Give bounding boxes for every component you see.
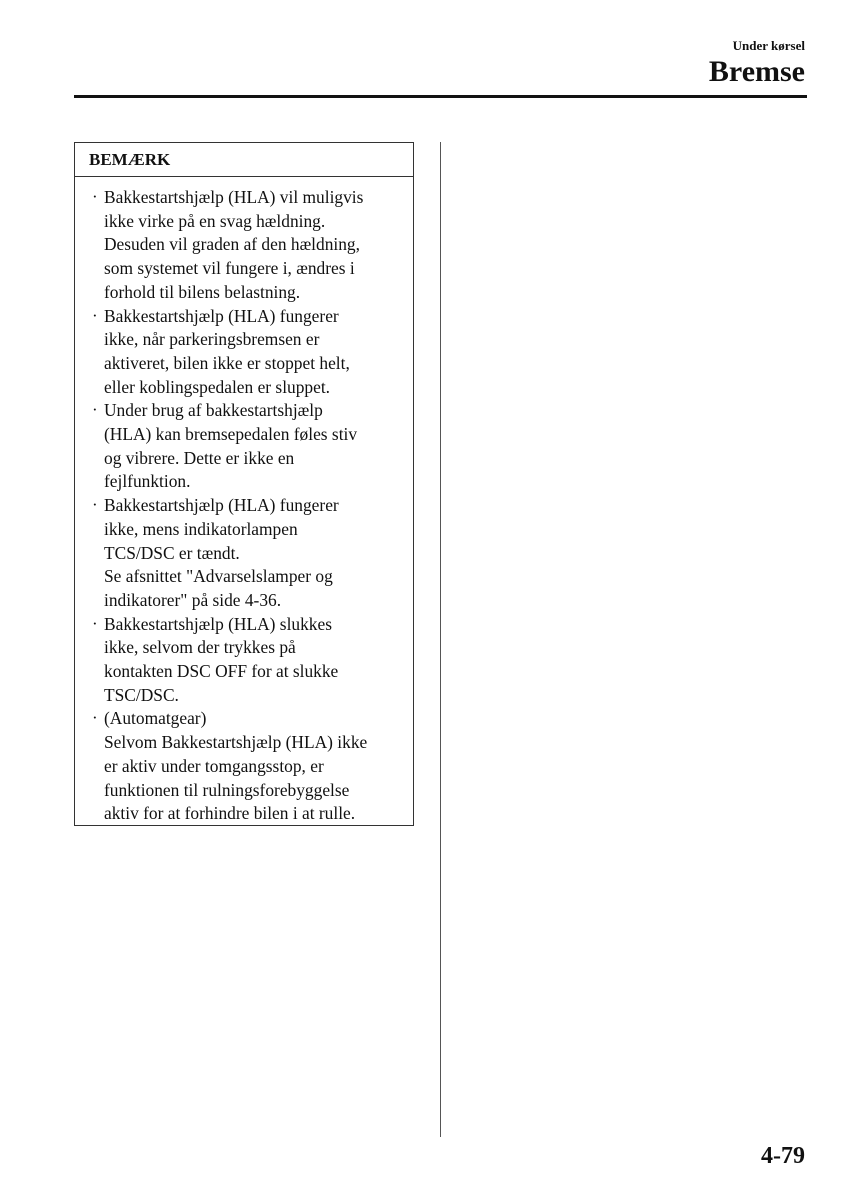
bullet-dot-icon: · — [92, 400, 98, 420]
note-item — [88, 186, 405, 305]
note-line: Under brug af bakkestartshjælp — [104, 400, 323, 421]
note-line: eller koblingspedalen er sluppet. — [104, 376, 331, 397]
note-item — [88, 399, 405, 494]
note-list — [75, 177, 413, 826]
section-label: Under kørsel — [732, 38, 805, 53]
note-box — [74, 142, 414, 826]
note-line: og vibrere. Dette er ikke en — [104, 447, 295, 468]
note-line: Bakkestartshjælp (HLA) slukkes — [104, 613, 332, 634]
note-line: ikke, når parkeringsbremsen er — [104, 329, 320, 350]
note-line: ikke, mens indikatorlampen — [104, 518, 298, 539]
bullet-dot-icon: · — [92, 708, 98, 728]
note-line: Selvom Bakkestartshjælp (HLA) ikke — [104, 732, 368, 753]
note-line: kontakten DSC OFF for at slukke — [104, 661, 339, 682]
column-divider — [440, 142, 441, 1137]
note-line: er aktiv under tomgangsstop, er — [104, 755, 324, 776]
note-line: forhold til bilens belastning. — [104, 281, 301, 302]
note-line: indikatorer" på side 4-36. — [104, 589, 282, 610]
bullet-dot-icon: · — [92, 187, 98, 206]
header-rule — [74, 95, 807, 98]
bullet-dot-icon: · — [92, 613, 98, 633]
note-line: ikke, selvom der trykkes på — [104, 637, 296, 658]
note-line: som systemet vil fungere i, ændres i — [104, 258, 355, 279]
page-title: Bremse — [708, 55, 805, 88]
note-line: (HLA) kan bremsepedalen føles stiv — [104, 424, 358, 445]
note-line: TCS/DSC er tændt. — [104, 542, 240, 563]
note-line: Desuden vil graden af den hældning, — [104, 234, 360, 255]
page-number: 4-79 — [761, 1143, 805, 1169]
note-item — [88, 613, 405, 708]
note-line: aktiv for at forhindre bilen i at rulle. — [104, 803, 356, 824]
note-line: Bakkestartshjælp (HLA) vil muligvis — [104, 187, 364, 207]
note-line: funktionen til rulningsforebyggelse — [104, 779, 350, 800]
note-line: TSC/DSC. — [104, 684, 179, 705]
note-line: Bakkestartshjælp (HLA) fungerer — [104, 495, 339, 516]
note-item — [88, 707, 405, 826]
bullet-dot-icon: · — [92, 495, 98, 515]
note-line: (Automatgear) — [104, 708, 207, 729]
note-line: Bakkestartshjælp (HLA) fungerer — [104, 305, 339, 326]
note-line: Se afsnittet "Advarselslamper og — [104, 566, 333, 587]
bullet-dot-icon: · — [92, 305, 98, 325]
note-heading: BEMÆRK — [75, 143, 413, 177]
note-item — [88, 305, 405, 400]
note-line: ikke virke på en svag hældning. — [104, 210, 326, 231]
note-item — [88, 494, 405, 613]
note-line: fejlfunktion. — [104, 471, 191, 492]
note-line: aktiveret, bilen ikke er stoppet helt, — [104, 352, 350, 373]
